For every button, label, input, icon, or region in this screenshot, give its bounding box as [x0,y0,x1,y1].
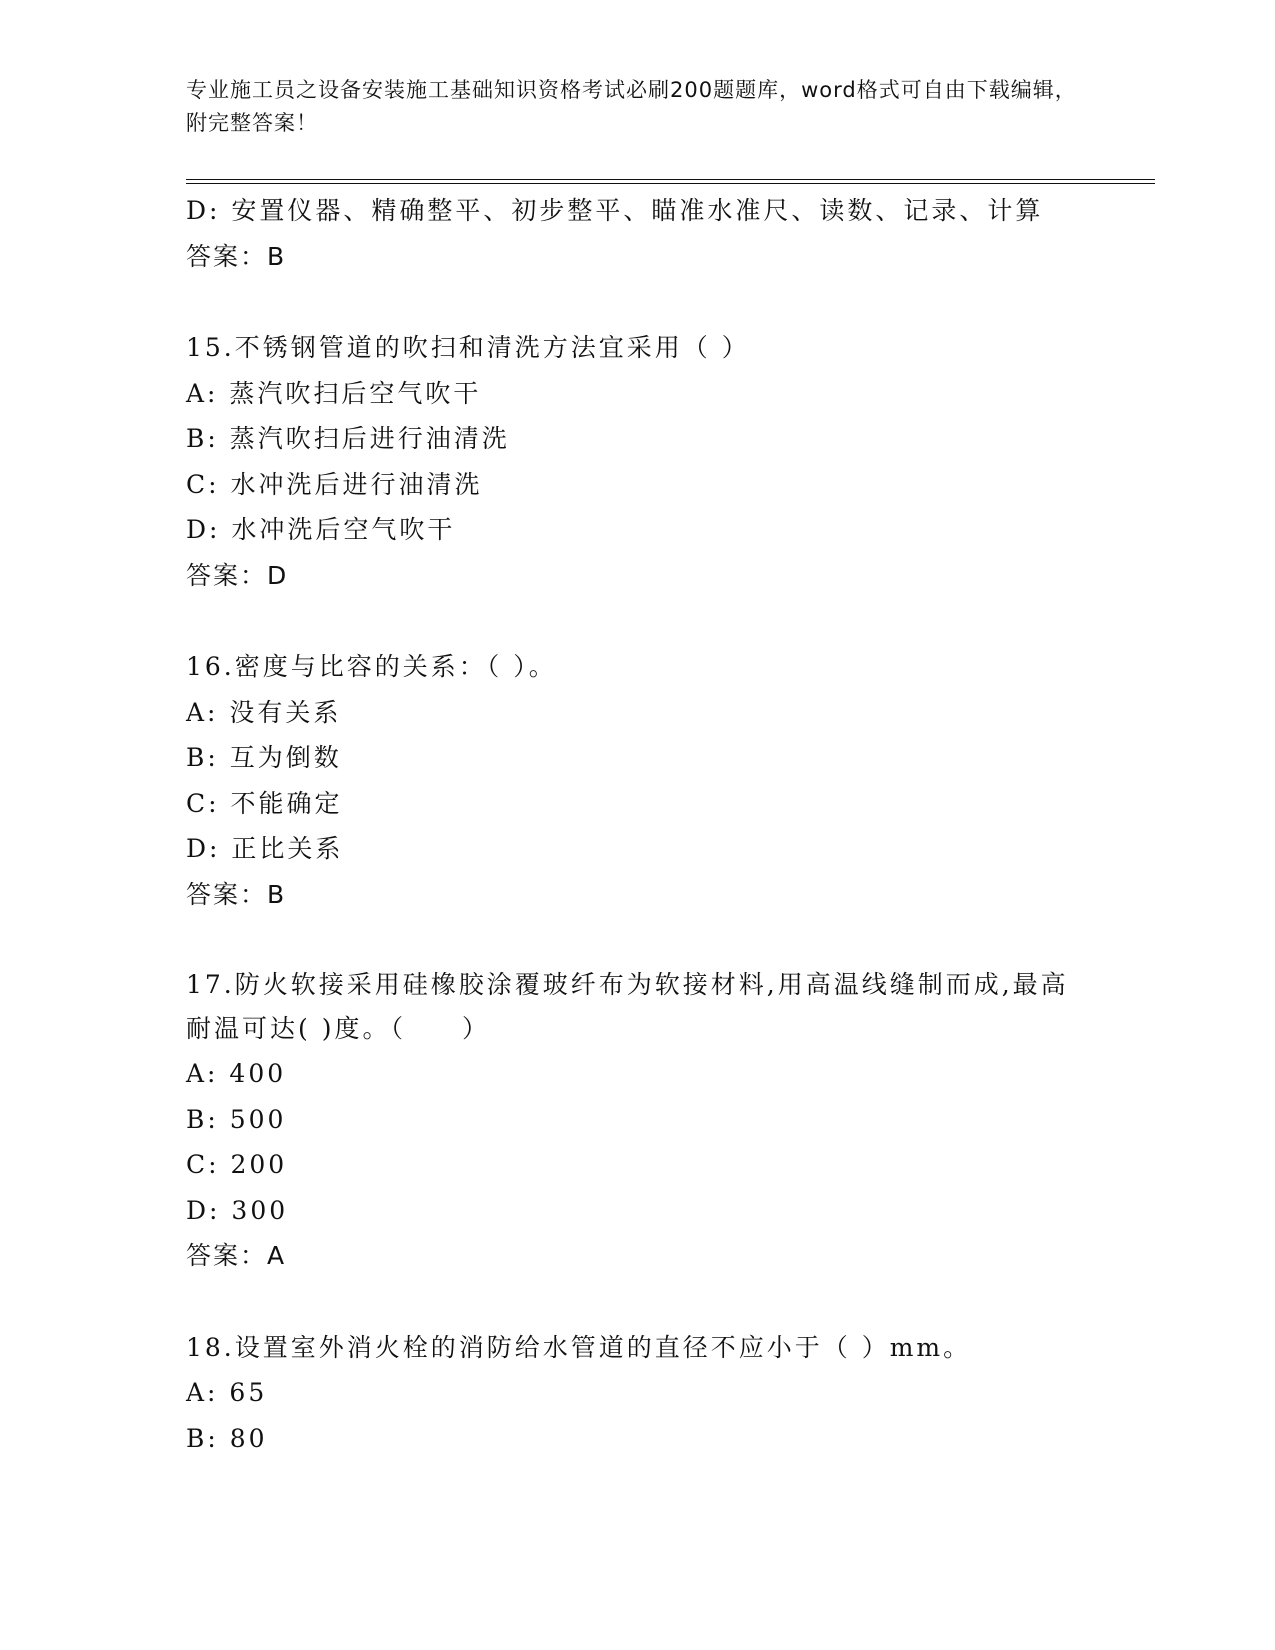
option-b: B: 蒸汽吹扫后进行油清洗 [186,424,510,453]
answer-label: 答案：B [186,241,287,271]
option-d: D: 正比关系 [186,834,344,863]
option-a: A: 没有关系 [186,697,342,727]
spacer [186,1279,1086,1325]
question-stem: 16.密度与比容的关系：（ ）。 [186,652,557,681]
answer-label: 答案：D [186,560,289,590]
option-d: D: 安置仪器、精确整平、初步整平、瞄准水准尺、读数、记录、计算 [186,196,1044,225]
question-stem: 15.不锈钢管道的吹扫和清洗方法宜采用（ ） [186,333,750,362]
option-a: A: 蒸汽吹扫后空气吹干 [186,378,482,408]
question-stem: 18.设置室外消火栓的消防给水管道的直径不应小于（ ）mm。 [186,1332,972,1362]
answer-label: 答案：B [186,879,287,909]
header-divider [186,179,1155,184]
spacer [186,917,1086,963]
option-a: A: 400 [186,1059,287,1088]
question-17 [186,963,1086,1279]
option-b: B: 500 [186,1104,287,1134]
document-body [186,188,1086,1461]
question-stem: 17.防火软接采用硅橡胶涂覆玻纤布为软接材料,用高温线缝制而成,最高耐温可达( )度。（ ） [186,970,1069,1043]
question-15 [186,325,1086,598]
option-a: A: 65 [186,1378,268,1407]
option-d: D: 水冲洗后空气吹干 [186,515,456,544]
option-c: C: 水冲洗后进行油清洗 [186,469,483,499]
document-header-title: 专业施工员之设备安装施工基础知识资格考试必刷200题题库，word格式可自由下载编辑，附完整答案！ [186,78,1077,135]
question-16 [186,644,1086,917]
spacer [186,598,1086,644]
option-c: C: 不能确定 [186,788,343,818]
question-14-tail [186,188,1086,279]
option-c: C: 200 [186,1150,288,1179]
option-b: B: 80 [186,1423,268,1453]
answer-label: 答案：A [186,1241,287,1270]
question-18 [186,1325,1086,1462]
option-d: D: 300 [186,1195,289,1225]
option-b: B: 互为倒数 [186,743,342,772]
spacer [186,279,1086,325]
